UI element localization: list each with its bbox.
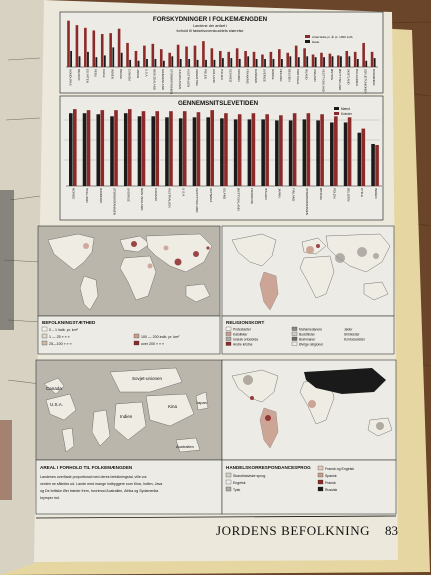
legend-swatch-icon [42,341,47,345]
chart2-bar-women [238,114,242,186]
chart1-bar-dead [323,57,325,67]
chart1-bar-born [227,52,230,67]
chart2-bar-men [261,119,265,186]
language-legend-title: HANDELSKORRESPONDANCESPROG [226,465,311,470]
chart1-bar-dead [155,59,157,67]
chart1-legend-born: Antal fødte pr. år pr. 1000 indb. [312,35,354,39]
chart2-category-label: NEW ZEALAND [140,188,145,211]
chart1-category-label: SOVJETUNIONEN [363,69,368,94]
chart1-bar-born [278,49,281,67]
chart2-bar-men [220,118,224,186]
chart1-bar-dead [180,59,182,67]
footer-title: JORDENS BEFOLKNING [216,523,371,538]
chart2-bar-women [320,114,324,186]
legend-swatch-icon [334,107,339,110]
chart2-bar-men [330,122,334,186]
chart2-category-label: INDIEN [373,188,378,199]
chart2-bar-women [100,110,104,186]
chart2-bar-men [96,114,100,186]
chart2-category-label: STORBRITANNIEN [305,188,310,216]
religion-legend-1: Katolikker [233,332,248,337]
chart1-category-label: STORBRITANNIEN [169,69,174,95]
chart1-bar-born [244,51,247,67]
language-legend-4: Spansk [325,474,337,478]
chart1-bar-dead [138,61,140,67]
chart1-bar-dead [247,56,249,67]
chart1-category-label: DANMARK [253,69,258,84]
chart1-bar-dead [70,51,72,67]
legend-swatch-icon [226,473,231,477]
chart1-bar-born [253,52,256,67]
chart1-bar-born [320,53,323,67]
chart1-bar-born [286,53,289,67]
religion-legend-6: Brahmaner [299,337,316,342]
chart1-subtitle-2: forhold til fødselsoverskuddets størrelse [176,29,244,33]
chart2-category-label: VESTTYSKLAND [195,188,200,213]
chart2-category-label: ØSTTYSKLAND [236,188,241,211]
legend-swatch-icon [42,334,47,338]
chart1-bar-born [101,34,104,67]
chart2-category-label: SVERIGE [126,188,131,202]
chart1-bar-born [92,30,95,67]
chart1-bar-dead [121,53,123,67]
map3-label-indien: Indien [120,414,133,419]
legend-swatch-icon [42,327,47,331]
chart2-bar-women [224,113,228,186]
cartogram-body-3: og De britiske Øer træder frem, hvorimod Australien, Afrika og Sydamerika [40,489,159,493]
chart2-bar-women [307,113,311,186]
chart2-category-label: JAPAN [277,188,282,198]
chart2-bar-men [151,116,155,186]
density-legend-title: BEFOLKNINGSTÆTHED [42,320,96,325]
chart2-bar-women [293,113,297,186]
chart2-bar-women [279,115,283,186]
chart1-category-label: ARGENTINA [194,69,199,86]
chart2-bar-men [358,133,362,186]
cartogram-body-1: Landenes overflade proportional med deres befolkningstal, ville vor [40,475,147,479]
language-legend-1: Engelsk [233,481,246,485]
chart1-bar-born [84,28,87,67]
chart1-bar-born [312,55,315,67]
chart1-bar-dead [281,59,283,67]
chart1-bar-born [354,52,357,67]
legend-swatch-icon [318,466,323,470]
chart1-bar-dead [256,59,258,67]
religion-legend-7: Øvrige religioner [299,342,324,347]
chart2-bar-men [193,117,197,186]
religion-legend-3: Andre kristne [233,342,253,347]
cartogram-body-2: verden se således ud. Lande med mange indbyggere som Kina, Indien, Java [40,482,163,486]
chart1-legend-dead: Døde [312,40,320,44]
religion-legend-title: RELIGIONSKORT [226,320,265,325]
chart1-bar-dead [129,60,131,67]
chart1-category-label: U.S.A. [144,69,149,78]
legend-swatch-icon [226,327,231,331]
chart2-category-label: POLEN [332,188,337,199]
language-legend-5: Fransk [325,481,336,485]
chart1-bar-born [118,29,121,67]
chart1-category-label: HONDURAS [68,69,73,86]
chart1-category-label: ØSTRIG [329,69,334,81]
religion-legend-4: Muhamedanere [299,327,323,332]
chart1-category-label: NEW ZEALAND [152,69,157,90]
chart1-category-label: UNGARN [312,69,317,82]
chart2-bar-men [206,117,210,186]
chart2-bar-women [197,112,201,186]
chart2-category-label: SCHWEIZ [208,188,213,203]
chart1-category-label: NORGE [270,69,275,80]
chart1-category-label: INDIEN [110,69,115,79]
legend-swatch-icon [318,473,323,477]
chart2-bar-men [303,119,307,186]
chart1-bar-dead [348,56,350,67]
chart2-bar-men [83,113,87,186]
chart2-bar-men [110,116,114,186]
chart1-bar-born [160,49,163,67]
chart1-category-label: VESTTYSKLAND [321,69,326,92]
chart2-bar-men [275,120,279,186]
chart1-bar-born [345,51,348,67]
chart1-bar-dead [230,58,232,67]
chart2-bar-men [138,116,142,186]
chart2-bar-women [73,109,77,186]
map3-label-japan: Japan [196,400,207,405]
chart1-bar-dead [205,60,207,67]
density-legend-0: 0 – 1 indb. pr. km² [49,328,78,332]
chart2-category-label: AUSTRALIEN [167,188,172,208]
chart1-category-label: BULGARIEN [355,69,360,86]
chart2-category-label: ISLAND [222,188,227,200]
legend-swatch-icon [292,327,297,331]
religion-legend-9: Shintoister [344,332,360,337]
density-legend-4: over 200 » » » [141,342,164,346]
chart1-bar-born [219,51,222,67]
legend-swatch-icon [226,480,231,484]
chart1-bar-born [303,48,306,67]
cartogram-body-4: krymper ind. [40,496,60,500]
chart2-bar-men [165,117,169,186]
chart1-bar-born [143,46,146,67]
chart2-bar-men [289,120,293,186]
chart2-title: GENNEMSNITSLEVETIDEN [177,100,259,107]
chart1-bar-dead [87,52,89,67]
chart1-category-label: CANADA [127,69,132,82]
chart2-category-label: CANADA [153,188,158,201]
chart2-bar-women [348,117,352,186]
chart1-bar-dead [340,56,342,67]
chart1-category-label: PERU [93,69,98,78]
map3-label-australien: Australien [176,444,194,449]
chart1-bar-born [202,41,205,67]
chart1-bar-born [126,43,129,67]
chart1-category-label: JAPAN [135,69,140,79]
chart2-legend-men: Mænd [341,107,351,111]
chart2-legend-women: Kvinder [341,112,352,116]
chart1-bar-born [109,33,112,67]
chart2-bar-women [155,111,159,186]
map3-label-kina: Kina [168,404,178,409]
chart2-bar-men [316,120,320,186]
density-legend-2: 25—100 » » » [49,342,72,346]
chart1-title: FORSKYDNINGER I FOLKEMÆNGDEN [152,16,268,23]
language-legend-3: Fransk og Engelsk [325,467,354,471]
chart1-bar-dead [104,55,106,67]
chart2-bar-women [142,111,146,186]
chart1-bar-born [152,44,155,67]
chart2-category-label: DANMARK [98,188,103,204]
chart1-bar-born [236,48,239,67]
language-legend-6: Russisk [325,488,338,492]
legend-swatch-icon [318,480,323,484]
chart1-bar-born [295,46,298,67]
legend-swatch-icon [318,487,323,491]
religion-legend-5: Buddhister [299,332,315,337]
chart1-bar-dead [112,47,114,67]
chart1-bar-dead [163,61,165,67]
chart1-bar-dead [306,56,308,67]
chart2-bar-women [334,116,338,186]
chart1-bar-born [185,47,188,67]
chart1-bar-dead [273,59,275,67]
chart1-bar-dead [214,60,216,67]
legend-swatch-icon [134,334,139,338]
chart1-bar-born [211,48,214,67]
chart2-category-label: STORBRITANNIEN [112,188,117,216]
chart2-category-label: U.S.A. [181,188,186,197]
religion-legend-8: Jøder [344,327,353,332]
chart1-bar-dead [315,57,317,67]
chart1-bar-born [362,43,365,67]
chart1-category-label: FINLAND [279,69,284,82]
legend-swatch-icon [292,342,297,346]
map3-label-canada: Canada [46,386,62,391]
chart1-bar-born [371,52,374,67]
language-legend-0: Skandinaviske sprog [233,474,266,478]
chart2-bar-men [234,119,238,186]
chart2-bar-men [371,144,375,186]
legend-swatch-icon [292,332,297,336]
legend-swatch-icon [292,337,297,341]
chart2-category-label: CHILE [360,188,365,198]
chart2-bar-women [169,111,173,186]
chart2-bar-men [124,113,128,186]
chart1-bar-dead [197,60,199,67]
religion-legend-2: Græsk ortodokse [233,337,259,342]
chart1-bar-dead [188,59,190,67]
chart1-category-label: CHILE [102,69,107,78]
chart2-bar-women [265,114,269,186]
chart2-category-label: ØSTRIG [318,188,323,200]
chart2-bar-women [114,110,118,186]
chart1-category-label: SKOTLAND [346,69,351,85]
chart1-category-label: MEXICO [76,69,81,81]
chart1-category-label: FRANKRIG [245,69,250,84]
chart1-bar-dead [171,56,173,67]
chart1-category-label: RUMÆNIEN [371,69,376,86]
chart1-bar-born [67,21,70,67]
language-legend-2: Tysk [233,488,241,492]
chart1-bar-dead [374,58,376,67]
legend-swatch-icon [226,342,231,346]
chart1-category-label: PORTUGAL [296,69,301,85]
chart2-bar-women [183,111,187,186]
chart2-category-label: BELGIEN [346,188,351,202]
chart2-category-label: NORGE [71,188,76,200]
page-number: 83 [385,523,398,538]
chart1-bar-dead [289,56,291,67]
chart1-category-label: EGYPTEN [85,69,90,83]
chart2-bar-women [362,129,366,186]
chart2-category-label: HOLLAND [85,188,90,203]
chart1-bar-dead [222,58,224,67]
chart1-bar-dead [95,57,97,67]
chart2-bar-women [128,109,132,186]
chart1-bar-dead [239,59,241,67]
chart2-bar-women [375,145,379,186]
chart1-category-label: AUSTRALIEN [186,69,191,88]
chart2-category-label: FRANKRIG [250,188,255,205]
chart1-category-label: BELGIEN [287,69,292,82]
chart1-bar-dead [332,56,334,67]
chart2-bar-men [248,119,252,186]
chart1-category-label: JUGOSLAVIEN [178,69,183,90]
density-legend-3: 100 — 200 indb. pr. km² [141,335,180,339]
density-legend-1: 1 — 25 » » » [49,335,70,339]
chart1-category-label: BRASIL [118,68,123,80]
chart1-bar-dead [298,57,300,67]
chart1-category-label: GRÆKENLAND [161,69,166,90]
chart1-bar-born [194,46,197,67]
map3-label-sovjet: Sovjet-unionen [132,376,163,381]
chart2-bar-women [252,113,256,186]
legend-swatch-icon [226,487,231,491]
chart2-bar-men [179,118,183,186]
chart1-bar-dead [264,59,266,67]
chart2-bar-women [210,110,214,186]
chart1-bar-born [177,45,180,67]
cartogram-title: AREAL I FORHOLD TIL FOLKEMÆNGDEN [40,465,133,470]
chart1-bar-dead [79,56,81,67]
chart2-bar-women [87,110,91,186]
religion-legend-10: Konfucianister [344,337,365,342]
chart1-category-label: SVERIGE [262,69,267,82]
chart1-bar-born [337,55,340,67]
chart1-bar-born [168,53,171,67]
chart1-category-label: ITALIEN [220,69,225,80]
chart1-bar-born [270,52,273,67]
chart1-category-label: SCHWEIZ [228,69,233,83]
legend-swatch-icon [226,337,231,341]
legend-swatch-icon [134,341,139,345]
chart1-bar-born [329,54,332,67]
chart2-bar-men [344,122,348,186]
map3-label-usa: U.S.A. [50,402,64,407]
chart1-category-label: POLEN [203,69,208,79]
chart1-category-label: SPANIEN [237,69,242,82]
chart1-bar-dead [146,59,148,67]
chart1-category-label: IRLAND [304,69,309,80]
chart2-category-label: ITALIEN [263,188,268,200]
legend-swatch-icon [305,40,310,43]
legend-swatch-icon [305,35,310,38]
chart1-bar-born [261,55,264,67]
religion-legend-0: Protestanter [233,327,251,332]
chart2-bar-men [69,113,73,186]
chart1-subtitle: Landene der anført i [192,24,228,28]
chart1-bar-born [76,25,79,67]
chart1-bar-born [135,51,138,67]
legend-swatch-icon [226,332,231,336]
chart2-category-label: FINLAND [291,188,296,202]
chart1-category-label: ØSTTYSKLAND [338,69,343,91]
chart1-bar-dead [365,61,367,67]
chart1-bar-dead [357,59,359,67]
chart1-category-label: HOLLAND [211,69,216,83]
legend-swatch-icon [334,112,339,115]
